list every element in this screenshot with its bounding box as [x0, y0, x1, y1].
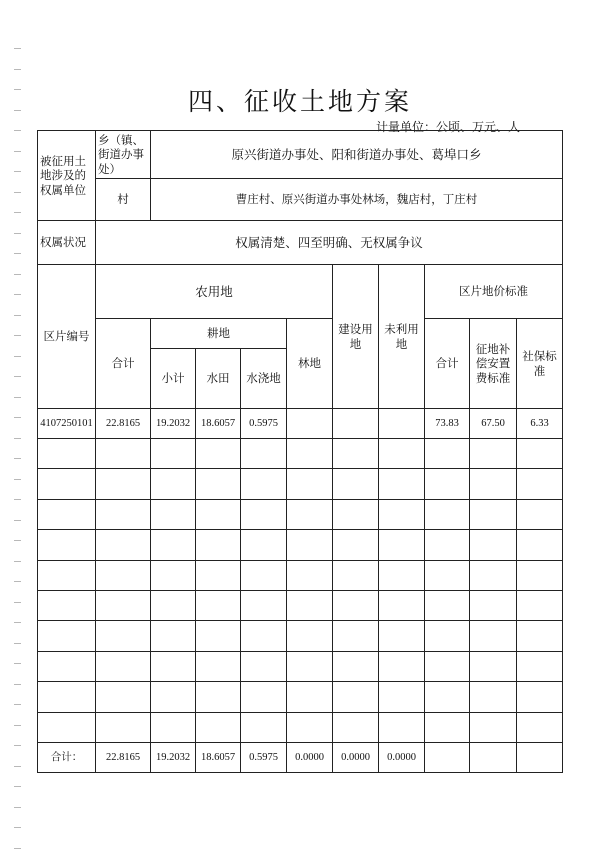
table-cell [333, 651, 379, 681]
table-cell [38, 560, 96, 590]
table-cell [333, 409, 379, 439]
header-agri-total: 合计 [96, 319, 151, 409]
table-cell [241, 530, 287, 560]
table-cell [287, 469, 333, 499]
table-cell [425, 651, 470, 681]
header-irrigated: 水浇地 [241, 349, 287, 409]
table-cell: 0.5975 [241, 409, 287, 439]
table-cell [379, 530, 425, 560]
binding-tick [14, 417, 21, 418]
page-title: 四、征收土地方案 [187, 87, 412, 116]
table-cell [241, 469, 287, 499]
binding-tick [14, 458, 21, 459]
binding-tick [14, 643, 21, 644]
table-cell [96, 530, 151, 560]
binding-tick [14, 602, 21, 603]
table-cell [425, 530, 470, 560]
table-cell [196, 560, 241, 590]
table-cell [151, 651, 196, 681]
table-cell: 73.83 [425, 409, 470, 439]
table-cell [196, 439, 241, 469]
total-cell: 22.8165 [96, 742, 151, 772]
table-row [38, 712, 563, 742]
table-cell: 6.33 [517, 409, 563, 439]
ownership-row-label: 被征用土地涉及的权属单位 [38, 131, 96, 221]
table-cell [517, 682, 563, 712]
binding-tick [14, 274, 21, 275]
table-cell [287, 499, 333, 529]
table-cell [151, 682, 196, 712]
table-cell [517, 439, 563, 469]
status-label: 权属状况 [38, 221, 96, 265]
binding-tick [14, 151, 21, 152]
table-cell [470, 560, 517, 590]
table-cell [96, 469, 151, 499]
total-cell [470, 742, 517, 772]
table-cell [517, 560, 563, 590]
table-cell [333, 590, 379, 620]
table-cell [241, 651, 287, 681]
header-parcel-no: 区片编号 [38, 265, 96, 409]
table-row [38, 530, 563, 560]
binding-tick [14, 171, 21, 172]
header-forest: 林地 [287, 319, 333, 409]
total-cell: 18.6057 [196, 742, 241, 772]
table-cell [287, 439, 333, 469]
table-cell [333, 469, 379, 499]
total-cell: 0.0000 [333, 742, 379, 772]
table-row [38, 469, 563, 499]
total-row [38, 742, 563, 772]
table-cell [470, 651, 517, 681]
table-cell [425, 499, 470, 529]
binding-tick [14, 356, 21, 357]
table-cell [151, 590, 196, 620]
header-small-total: 小计 [151, 349, 196, 409]
total-cell [425, 742, 470, 772]
table-cell [96, 621, 151, 651]
table-cell [151, 560, 196, 590]
binding-tick [14, 48, 21, 49]
binding-tick [14, 335, 21, 336]
binding-tick [14, 438, 21, 439]
table-cell [196, 590, 241, 620]
binding-tick [14, 725, 21, 726]
table-cell [38, 530, 96, 560]
table-cell: 67.50 [470, 409, 517, 439]
table-cell [38, 469, 96, 499]
table-cell [470, 499, 517, 529]
total-cell: 0.0000 [287, 742, 333, 772]
table-cell: 18.6057 [196, 409, 241, 439]
table-cell [287, 621, 333, 651]
total-cell [517, 742, 563, 772]
table-cell [96, 560, 151, 590]
binding-tick [14, 69, 21, 70]
table-cell [151, 439, 196, 469]
table-cell [241, 439, 287, 469]
table-cell [517, 530, 563, 560]
binding-tick [14, 704, 21, 705]
binding-tick [14, 233, 21, 234]
table-cell [425, 590, 470, 620]
binding-tick [14, 212, 21, 213]
table-row [38, 682, 563, 712]
unit-label: 计量单位：公顷、万元、人 [375, 120, 520, 134]
binding-tick [14, 376, 21, 377]
binding-tick [14, 540, 21, 541]
table-cell [470, 682, 517, 712]
table-cell [379, 590, 425, 620]
header-price-standard: 区片地价标准 [425, 265, 563, 319]
table-cell [333, 499, 379, 529]
table-cell [379, 409, 425, 439]
table-cell [379, 439, 425, 469]
village-value: 曹庄村、原兴街道办事处林场，魏店村，丁庄村 [151, 179, 563, 221]
table-cell [333, 560, 379, 590]
binding-tick [14, 315, 21, 316]
binding-tick [14, 807, 21, 808]
table-cell [379, 621, 425, 651]
table-cell [151, 621, 196, 651]
total-cell: 0.5975 [241, 742, 287, 772]
header-cultivated: 耕地 [151, 319, 287, 349]
table-cell [241, 560, 287, 590]
table-cell [470, 530, 517, 560]
table-cell [38, 621, 96, 651]
table-cell [38, 712, 96, 742]
table-cell [96, 651, 151, 681]
table-cell [287, 530, 333, 560]
table-cell [96, 439, 151, 469]
table-cell [287, 651, 333, 681]
binding-margin [14, 0, 24, 848]
binding-tick [14, 294, 21, 295]
table-row [38, 409, 563, 439]
table-cell [287, 590, 333, 620]
table-cell [333, 712, 379, 742]
table-cell [425, 712, 470, 742]
table-row [38, 439, 563, 469]
land-acquisition-table [37, 130, 563, 773]
header-compensation: 征地补偿安置费标准 [470, 319, 517, 409]
binding-tick [14, 745, 21, 746]
binding-tick [14, 130, 21, 131]
table-cell [38, 651, 96, 681]
township-label: 乡（镇、街道办事处） [96, 131, 151, 179]
binding-tick [14, 499, 21, 500]
table-cell [196, 651, 241, 681]
table-cell [333, 530, 379, 560]
binding-tick [14, 827, 21, 828]
table-cell [517, 590, 563, 620]
table-cell [241, 682, 287, 712]
total-cell: 合计： [38, 742, 96, 772]
table-cell: 22.8165 [96, 409, 151, 439]
binding-tick [14, 479, 21, 480]
binding-tick [14, 663, 21, 664]
header-paddy: 水田 [196, 349, 241, 409]
table-cell [151, 530, 196, 560]
table-cell [96, 712, 151, 742]
table-cell [517, 469, 563, 499]
table-cell [379, 469, 425, 499]
binding-tick [14, 561, 21, 562]
total-cell: 19.2032 [151, 742, 196, 772]
table-cell: 4107250101 [38, 409, 96, 439]
table-cell [287, 409, 333, 439]
table-cell [151, 499, 196, 529]
table-cell [151, 469, 196, 499]
binding-tick [14, 622, 21, 623]
table-cell [470, 469, 517, 499]
table-cell [287, 712, 333, 742]
table-cell [333, 682, 379, 712]
table-cell [379, 682, 425, 712]
header-social-security: 社保标准 [517, 319, 563, 409]
table-cell [38, 499, 96, 529]
table-cell [196, 682, 241, 712]
table-cell [379, 560, 425, 590]
table-cell [38, 439, 96, 469]
table-cell [470, 439, 517, 469]
header-agricultural: 农用地 [96, 265, 333, 319]
table-row [38, 499, 563, 529]
table-cell [517, 712, 563, 742]
table-cell [425, 621, 470, 651]
table-cell [470, 590, 517, 620]
table-cell [379, 651, 425, 681]
table-cell [379, 712, 425, 742]
table-cell [287, 560, 333, 590]
village-label: 村 [96, 179, 151, 221]
table-row [38, 590, 563, 620]
township-value: 原兴街道办事处、阳和街道办事处、葛埠口乡 [151, 131, 563, 179]
header-construction: 建设用地 [333, 265, 379, 409]
header-unused: 未利用地 [379, 265, 425, 409]
table-cell [425, 560, 470, 590]
binding-tick [14, 581, 21, 582]
table-cell [517, 621, 563, 651]
table-cell [425, 682, 470, 712]
table-cell [470, 621, 517, 651]
table-cell [517, 651, 563, 681]
binding-tick [14, 786, 21, 787]
table-cell [241, 590, 287, 620]
table-cell [333, 621, 379, 651]
table-cell [470, 712, 517, 742]
table-cell [196, 530, 241, 560]
table-cell [38, 590, 96, 620]
table-cell [196, 499, 241, 529]
binding-tick [14, 684, 21, 685]
table-row [38, 560, 563, 590]
status-value: 权属清楚、四至明确、无权属争议 [96, 221, 563, 265]
table-cell [241, 621, 287, 651]
table-cell: 19.2032 [151, 409, 196, 439]
table-cell [425, 439, 470, 469]
table-cell [196, 712, 241, 742]
header-price-total: 合计 [425, 319, 470, 409]
table-cell [196, 621, 241, 651]
table-cell [425, 469, 470, 499]
table-cell [379, 499, 425, 529]
table-row [38, 621, 563, 651]
table-cell [287, 682, 333, 712]
binding-tick [14, 766, 21, 767]
table-cell [96, 682, 151, 712]
table-cell [241, 499, 287, 529]
binding-tick [14, 192, 21, 193]
table-cell [96, 590, 151, 620]
table-row [38, 651, 563, 681]
table-cell [151, 712, 196, 742]
table-cell [517, 499, 563, 529]
total-cell: 0.0000 [379, 742, 425, 772]
table-cell [38, 682, 96, 712]
table-cell [96, 499, 151, 529]
binding-tick [14, 253, 21, 254]
table-cell [196, 469, 241, 499]
binding-tick [14, 397, 21, 398]
binding-tick [14, 520, 21, 521]
table-cell [241, 712, 287, 742]
table-cell [333, 439, 379, 469]
